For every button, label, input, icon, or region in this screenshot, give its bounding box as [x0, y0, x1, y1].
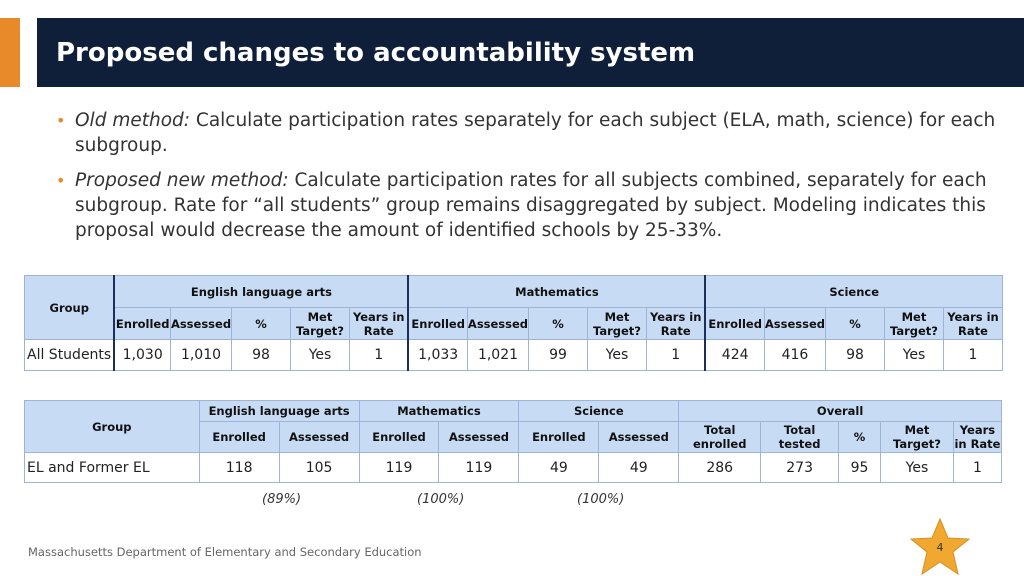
bullet-new-method — [56, 168, 1006, 243]
group-header: Group — [25, 401, 200, 453]
table-cell: 1 — [953, 453, 1001, 483]
subject-header-science: Science — [705, 276, 1002, 308]
el-former-el-table — [24, 400, 1002, 483]
table-cell: 95 — [839, 453, 881, 483]
math-percentage-note: (100%) — [417, 492, 465, 507]
col-header: Assessed — [170, 308, 231, 340]
subject-header-overall: Overall — [679, 401, 1002, 422]
col-header: Assessed — [764, 308, 825, 340]
col-header: Met Target? — [587, 308, 646, 340]
bullet-dot-icon: • — [56, 111, 66, 130]
bullet-dot-icon: • — [56, 171, 66, 190]
table-cell: 1 — [646, 340, 705, 371]
table-cell: 98 — [232, 340, 291, 371]
all-students-table — [24, 275, 1003, 371]
row-group-label: All Students — [25, 340, 115, 371]
col-header: Years in Rate — [943, 308, 1002, 340]
table-cell: 49 — [519, 453, 599, 483]
bullet-text: Calculate participation rates separately for each subject (ELA, math, science) for each subgroup. — [75, 110, 996, 156]
subject-header-math: Mathematics — [359, 401, 519, 422]
table-cell: 273 — [761, 453, 839, 483]
table-cell: 1,010 — [170, 340, 231, 371]
table-row — [25, 453, 1002, 483]
table-cell: 1 — [349, 340, 408, 371]
table-cell: 424 — [705, 340, 764, 371]
table-cell: 119 — [359, 453, 439, 483]
table-cell: 1,030 — [114, 340, 170, 371]
col-header: Years in Rate — [954, 423, 1001, 451]
col-header: Total tested — [761, 422, 839, 453]
table-cell: 416 — [764, 340, 825, 371]
table-cell: Yes — [291, 340, 350, 371]
col-header: Enrolled — [408, 308, 467, 340]
col-header: Assessed — [279, 422, 359, 453]
table-cell: 1,033 — [408, 340, 467, 371]
col-header: Met Target? — [884, 308, 943, 340]
bullet-label: Old method: — [75, 110, 191, 131]
col-header: % — [839, 422, 881, 453]
col-header: % — [232, 308, 291, 340]
col-header: % — [826, 308, 885, 340]
col-header: Met Target? — [291, 308, 350, 340]
table-cell: Yes — [881, 453, 954, 483]
ela-percentage-note: (89%) — [262, 492, 302, 507]
col-header: Assessed — [599, 422, 679, 453]
table-cell: 1 — [943, 340, 1002, 371]
title-bar — [37, 18, 1024, 87]
bullet-list — [56, 108, 1006, 253]
subject-header-ela: English language arts — [199, 401, 359, 422]
col-header: % — [529, 308, 588, 340]
col-header: Enrolled — [199, 422, 279, 453]
col-header: Enrolled — [705, 308, 764, 340]
table-cell: Yes — [884, 340, 943, 371]
group-header: Group — [25, 276, 115, 340]
col-header: Met Target? — [881, 422, 954, 453]
table-cell: 98 — [826, 340, 885, 371]
col-header: Years in Rate — [349, 308, 408, 340]
table-cell: 119 — [439, 453, 519, 483]
col-header: Years in Rate — [646, 308, 705, 340]
table-row — [25, 340, 1003, 371]
col-header: Assessed — [467, 308, 528, 340]
page-number-star — [908, 517, 972, 576]
table-cell: 286 — [679, 453, 761, 483]
table-cell: 118 — [199, 453, 279, 483]
col-header: Assessed — [439, 422, 519, 453]
subject-header-math: Mathematics — [408, 276, 705, 308]
accent-bar — [0, 18, 20, 87]
slide-title: Proposed changes to accountability system — [56, 37, 696, 68]
page-number: 4 — [936, 541, 944, 554]
table-cell: 1,021 — [467, 340, 528, 371]
col-header: Enrolled — [519, 422, 599, 453]
subject-header-ela: English language arts — [114, 276, 408, 308]
row-group-label: EL and Former EL — [25, 453, 200, 483]
table-cell: 49 — [599, 453, 679, 483]
col-header: Total enrolled — [679, 422, 761, 453]
footer-organization: Massachusetts Department of Elementary and Secondary Education — [28, 545, 422, 559]
col-header: Enrolled — [114, 308, 170, 340]
table-cell: Yes — [587, 340, 646, 371]
science-percentage-note: (100%) — [577, 492, 625, 507]
bullet-old-method — [56, 108, 1006, 158]
bullet-label: Proposed new method: — [75, 170, 289, 191]
bullet-text: Calculate participation rates for all subjects combined, separately for each subgroup. Rate for “all students” group remains disaggregated by subject. Modeling indicates this proposal would decrease the amount of identified schools by 25-33%. — [75, 170, 987, 241]
col-header: Enrolled — [359, 422, 439, 453]
table-cell: 105 — [279, 453, 359, 483]
table-cell: 99 — [529, 340, 588, 371]
subject-header-science: Science — [519, 401, 679, 422]
